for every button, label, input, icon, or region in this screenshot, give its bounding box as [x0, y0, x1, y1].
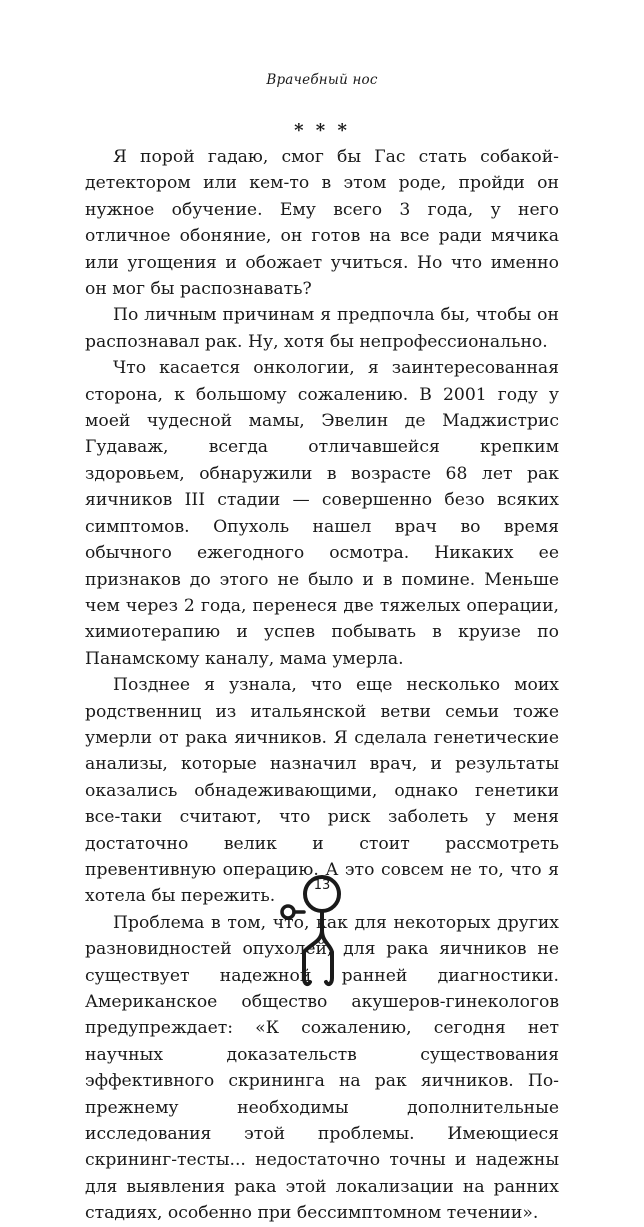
- paragraph: Что касается онкологии, я заинтересованная сторона, к большому сожалению. В 2001 году у моей чудесной мамы, Эвелин де Маджистрис Гудаваж, всегда отличавшейся крепким здоровьем, обнаружили в возрасте 68 лет рак яичников III стадии — совершенно безо всяких симптомов. Опухоль нашел врач во время обычного ежегодного осмотра. Никаких ее признаков до этого не было и в помине. Меньше чем через 2 года, перенеся две тяжелых операции, химиотерапию и успев побывать в круизе по Панамскому каналу, мама умерла.: [85, 358, 559, 669]
- page-number: 13: [313, 878, 331, 893]
- section-separator: * * *: [294, 120, 350, 141]
- paragraph: Проблема в том, что, как для некоторых других разновидностей опухолей, для рака яичников не существует надежной ранней диагностики. Американское общество акушеров-гинекологов предупреждает: «К сожалению, сегодня нет научных доказательств существования эффективного скрининга на рак яичников. По-прежнему необходимы дополнительные исследования этой проблемы. Имеющиеся скрининг-тесты... недостаточно точны и надежны для выявления рака этой локализации на ранних стадиях, особенно при бессимптомном течении».: [85, 912, 559, 1224]
- running-title: Врачебный нос: [266, 72, 378, 88]
- page-folio: [268, 872, 348, 992]
- paragraph: Я порой гадаю, смог бы Гас стать собакой-детектором или кем-то в этом роде, пройди он нужное обучение. Ему всего 3 года, у него отличное обоняние, он готов на все ради мячика или угощения и обожает учиться. Но что именно он мог бы распознавать?: [85, 147, 559, 300]
- paragraph: Позднее я узнала, что еще несколько моих родственниц из итальянской ветви семьи тоже умерли от рака яичников. Я сделала генетические анализы, которые назначил врач, и результаты оказались обнадеживающими, однако генетики все-таки считают, что риск заболеть у меня достаточно велик и стоит рассмотреть превентивную операцию. А это совсем не то, что я хотела бы пережить.: [85, 675, 559, 907]
- body-text: [85, 144, 559, 1227]
- paragraph: По личным причинам я предпочла бы, чтобы он распознавал рак. Ну, хотя бы непрофессионально.: [85, 305, 559, 352]
